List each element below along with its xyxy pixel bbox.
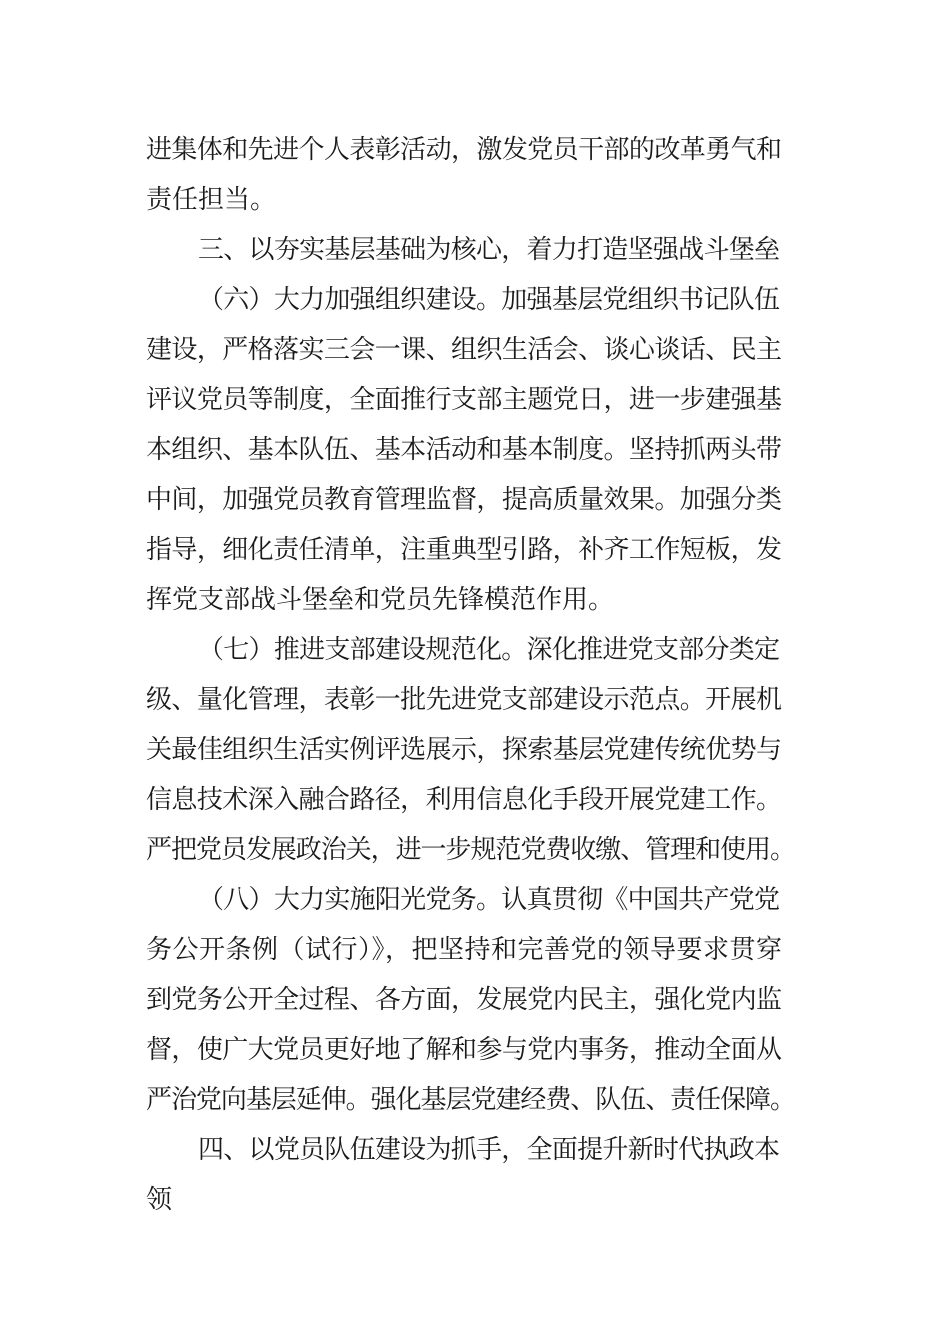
text-line-1: 进集体和先进个人表彰活动，激发党员干部的改革勇气和: [146, 135, 782, 165]
text-line-12: 级、量化管理，表彰一批先进党支部建设示范点。开展机: [146, 685, 782, 715]
text-line-6: 评议党员等制度，全面推行支部主题党日，进一步建强基: [146, 385, 782, 415]
text-line-14: 信息技术深入融合路径，利用信息化手段开展党建工作。: [146, 785, 782, 815]
paragraph-6-first-line: （六）大力加强组织建设。加强基层党组织书记队伍: [198, 285, 780, 315]
text-line-9: 指导，细化责任清单，注重典型引路，补齐工作短板，发: [146, 535, 782, 565]
text-line-19: 督，使广大党员更好地了解和参与党内事务，推动全面从: [146, 1035, 782, 1065]
section-heading-4: 四、以党员队伍建设为抓手，全面提升新时代执政本: [198, 1135, 780, 1165]
section-heading-3: 三、以夯实基层基础为核心，着力打造坚强战斗堡垒: [198, 235, 780, 265]
text-line-18: 到党务公开全过程、各方面，发展党内民主，强化党内监: [146, 985, 782, 1015]
text-line-7: 本组织、基本队伍、基本活动和基本制度。坚持抓两头带: [146, 435, 782, 465]
text-line-10: 挥党支部战斗堡垒和党员先锋模范作用。: [146, 585, 615, 615]
text-line-5: 建设，严格落实三会一课、组织生活会、谈心谈话、民主: [146, 335, 782, 365]
text-line-22: 领: [146, 1185, 173, 1215]
text-line-15: 严把党员发展政治关，进一步规范党费收缴、管理和使用。: [146, 835, 795, 865]
paragraph-7-first-line: （七）推进支部建设规范化。深化推进党支部分类定: [198, 635, 780, 665]
text-line-20: 严治党向基层延伸。强化基层党建经费、队伍、责任保障。: [146, 1085, 795, 1115]
text-line-2: 责任担当。: [146, 185, 277, 215]
text-line-8: 中间，加强党员教育管理监督，提高质量效果。加强分类: [146, 485, 782, 515]
paragraph-8-first-line: （八）大力实施阳光党务。认真贯彻《中国共产党党: [198, 885, 780, 915]
text-line-17: 务公开条例（试行）》，把坚持和完善党的领导要求贯穿: [146, 935, 783, 965]
text-line-13: 关最佳组织生活实例评选展示，探索基层党建传统优势与: [146, 735, 782, 765]
